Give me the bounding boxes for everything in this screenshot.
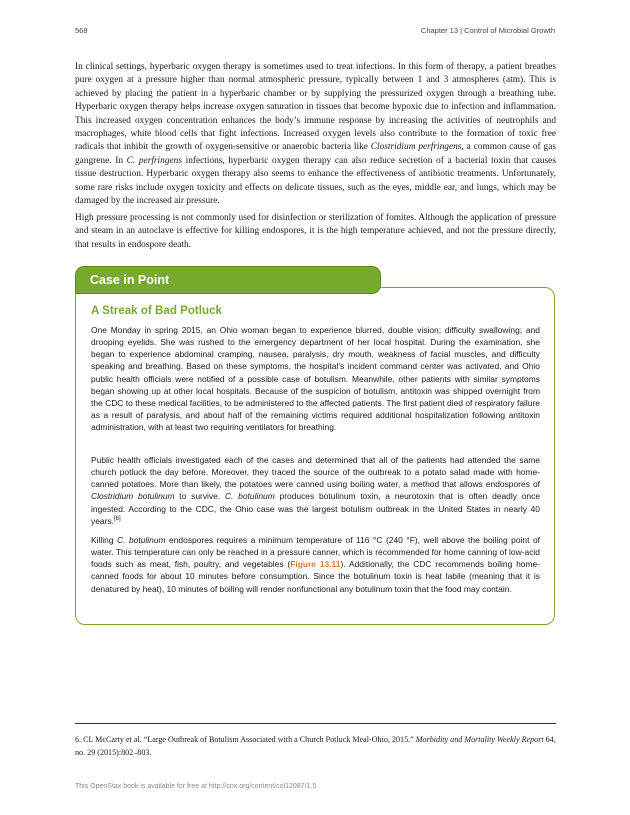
page-footer: This OpenStax book is available for free at http://cnx.org/content/col12087/1.5 — [75, 783, 317, 790]
body-paragraph-hyperbaric: In clinical settings, hyperbaric oxygen therapy is sometimes used to treat infections. In this form of therapy, a patient breathes pure oxygen at a pressure higher than normal atmospheric pressure, typically between 1 and 3 atmospheres (atm). This is achieved by placing the patient in a hyperbaric chamber or by supplying the pressurized oxygen through a breathing tube. Hyperbaric oxygen therapy helps increase oxygen saturation in tissues that become hypoxic due to infection and inflammation. This increased oxygen concentration enhances the body’s immune response by increasing the activities of neutrophils and macrophages, white blood cells that fight infections. Increased oxygen levels also contribute to the formation of toxic free radicals that inhibit the growth of oxygen-sensitive or anaerobic bacteria like Clostridium perfringens, a common cause of gas gangrene. In C. perfringens infections, hyperbaric oxygen therapy can also reduce secretion of a bacterial toxin that causes tissue destruction. Hyperbaric oxygen therapy also seems to enhance the effectiveness of antibiotic treatments. Unfortunately, some rare risks include oxygen toxicity and effects on delicate tissues, such as the eyes, middle ear, and lungs, which may be damaged by the increased air pressure. — [75, 62, 556, 207]
species-name: Clostridium botulinum — [91, 491, 175, 502]
species-name: C. botulinum — [224, 491, 275, 502]
case-in-point-tab — [75, 266, 381, 294]
case-paragraph-2: Public health officials investigated each of the cases and determined that all of the patients had attended the same church potluck the day before. Moreover, they traced the source of the outbreak to a potato salad made with home-canned potatoes. More than likely, the potatoes were canned using boiling water, a method that allows endospores of Clostridium botulinum to survive. C. botulinum produces botulinum toxin, a neurotoxin that is often deadly once ingested. According to the CDC, the Ohio case was the largest botulism outbreak in the United States in nearly 40 years.[6] — [91, 455, 541, 526]
case-heading: A Streak of Bad Potluck — [91, 304, 222, 317]
case-in-point-title: Case in Point — [90, 273, 170, 287]
page-number: 568 — [75, 26, 88, 35]
case-paragraph-3: Killing C. botulinum endospores requires a minimum temperature of 116 °C (240 °F), well above the boiling point of water. This temperature can only be reached in a pressure canner, which is recommended for home canning of low-acid foods such as meat, fish, poultry, and vegetables (Figure 13.11). Additionally, the CDC recommends boiling home-canned foods for about 10 minutes before consumption. Since the botulinum toxin is heat labile (meaning that it is denatured by heat), 10 minutes of boiling will render nonfunctional any botulinum toxin that the food may contain. — [91, 535, 540, 594]
chapter-title: Chapter 13 | Control of Microbial Growth — [420, 26, 555, 35]
footnote-divider — [75, 723, 556, 724]
case-paragraph-1: One Monday in spring 2015, an Ohio woman began to experience blurred, double vision; difficulty swallowing; and drooping eyelids. She was rushed to the emergency department of her local hospital. During the examination, she began to experience abdominal cramping, nausea, paralysis, dry mouth, weakness of facial muscles, and difficulty speaking and breathing. Based on these symptoms, the hospital’s incident command center was activated, and Ohio public health officials were notified of a possible case of botulism. Meanwhile, other patients with similar symptoms began showing up at other local hospitals. Because of the suspicion of botulism, antitoxin was shipped overnight from the CDC to these medical facilities, to be administered to the affected patients. The first patient died of respiratory failure as a result of paralysis, and about half of the remaining victims required additional hospitalization following antitoxin administration, with at least two requiring ventilators for breathing. — [91, 325, 540, 433]
body-paragraph-high-pressure: High pressure processing is not commonly used for disinfection or sterilization of fomites. Although the application of pressure and steam in an autoclave is effective for killing endospores, it is the high temperature achieved, and not the pressure directly, that results in endospore death. — [75, 213, 556, 250]
footnote-ref-link[interactable]: [6] — [113, 515, 121, 522]
species-name: C. botulinum — [117, 535, 166, 545]
footnote-6: 6. CL McCarty et al. “Large Outbreak of Botulism Associated with a Church Potluck Meal-Ohio, 2015.” Morbidity and Mortality Weekly Report 64, no. 29 (2015):802–803. — [75, 735, 556, 757]
species-name: Clostridium perfringens — [370, 142, 462, 153]
figure-link[interactable]: Figure 13.11 — [290, 559, 341, 570]
species-name: C. perfringens — [126, 155, 182, 166]
journal-title: Morbidity and Mortality Weekly Report — [415, 735, 544, 744]
